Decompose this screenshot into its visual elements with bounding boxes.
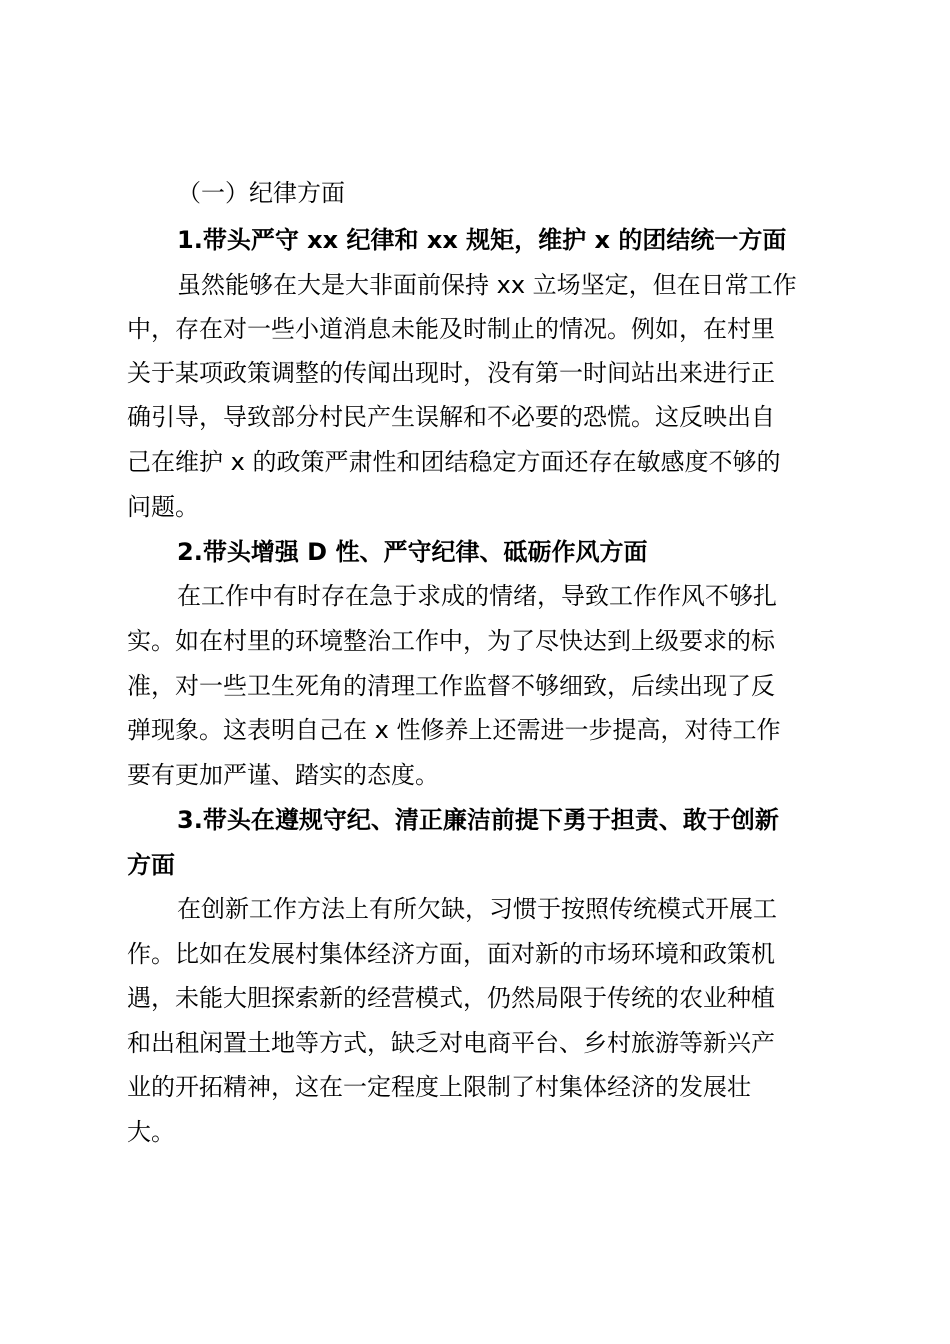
item-2-body-line: 弹现象。这表明自己在 x 性修养上还需进一步提高，对待工作 [127, 716, 781, 744]
item-1-body-line: 问题。 [127, 493, 199, 521]
section-title: （一）纪律方面 [177, 179, 345, 207]
item-2-body-line: 在工作中有时存在急于求成的情绪，导致工作作风不够扎 [177, 582, 777, 610]
item-1-body-line: 中，存在对一些小道消息未能及时制止的情况。例如，在村里 [127, 315, 775, 343]
item-3-body-line: 业的开拓精神，这在一定程度上限制了村集体经济的发展壮 [127, 1073, 751, 1101]
item-1-body-line: 虽然能够在大是大非面前保持 xx 立场坚定，但在日常工作 [177, 271, 797, 299]
item-3-body-line: 大。 [127, 1118, 175, 1146]
item-2-body-line: 要有更加严谨、踏实的态度。 [127, 761, 439, 789]
item-2-body-line: 实。如在村里的环境整治工作中，为了尽快达到上级要求的标 [127, 627, 775, 655]
item-3-heading: 3.带头在遵规守纪、清正廉洁前提下勇于担责、敢于创新 [177, 806, 779, 834]
item-1-heading: 1.带头严守 xx 纪律和 xx 规矩，维护 x 的团结统一方面 [177, 226, 787, 254]
item-1-body-line: 确引导，导致部分村民产生误解和不必要的恐慌。这反映出自 [127, 403, 775, 431]
item-2-heading: 2.带头增强 D 性、严守纪律、砥砺作风方面 [177, 538, 648, 566]
item-1-body-line: 关于某项政策调整的传闻出现时，没有第一时间站出来进行正 [127, 359, 775, 387]
item-1-body-line: 己在维护 x 的政策严肃性和团结稳定方面还存在敏感度不够的 [127, 448, 781, 476]
item-3-heading-continued: 方面 [127, 851, 175, 879]
item-3-body-line: 遇，未能大胆探索新的经营模式，仍然局限于传统的农业种植 [127, 984, 775, 1012]
item-3-body-line: 作。比如在发展村集体经济方面，面对新的市场环境和政策机 [127, 940, 775, 968]
item-3-body-line: 在创新工作方法上有所欠缺，习惯于按照传统模式开展工 [177, 895, 777, 923]
item-2-body-line: 准，对一些卫生死角的清理工作监督不够细致，后续出现了反 [127, 672, 775, 700]
item-3-body-line: 和出租闲置土地等方式，缺乏对电商平台、乡村旅游等新兴产 [127, 1029, 775, 1057]
